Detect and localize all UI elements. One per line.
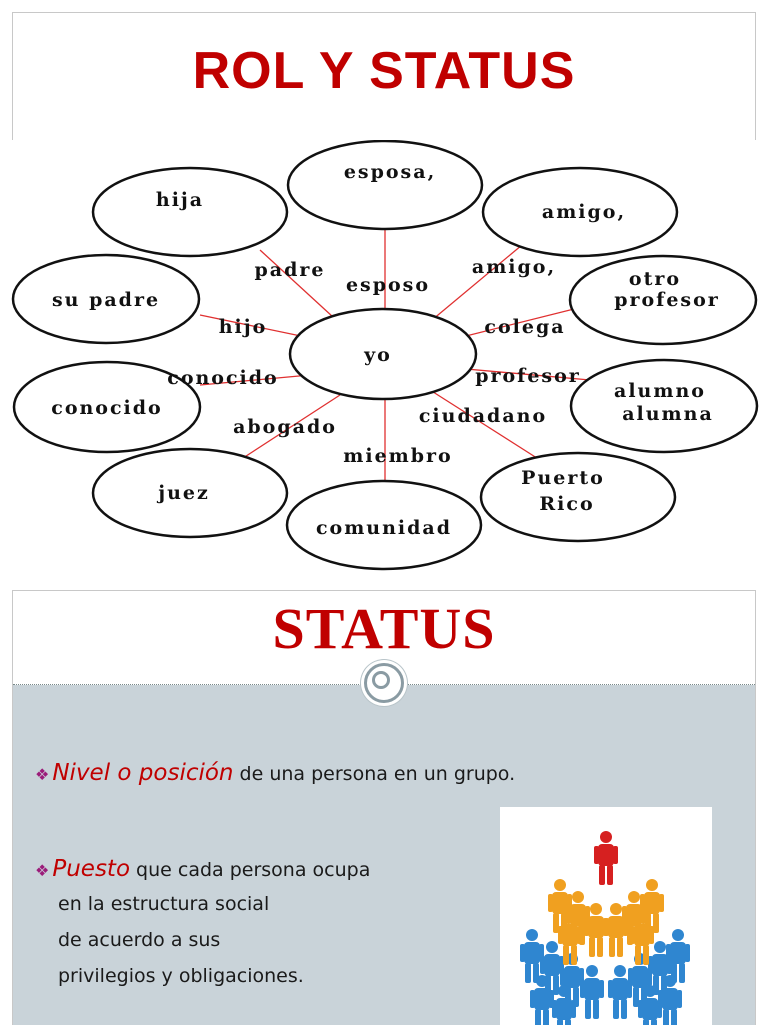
label-amigo: amigo,: [541, 201, 627, 223]
label-conocido: conocido: [51, 397, 163, 419]
bullet-continuation: de acuerdo a sus: [58, 929, 221, 951]
label-su-padre: su padre: [51, 289, 161, 311]
label-puerto: Puerto: [521, 467, 605, 489]
slide-status: [12, 590, 756, 1025]
diamond-bullet-icon: ❖: [35, 861, 50, 880]
label-yo: yo: [364, 344, 392, 366]
leader-figure: [594, 831, 618, 885]
label-hija: hija: [155, 189, 205, 211]
label-rico: Rico: [539, 493, 595, 515]
slide-rol-status: [12, 12, 756, 143]
bullet-emphasis: Puesto: [52, 856, 131, 882]
label-otro: otro: [628, 268, 682, 290]
edge-padre: padre: [254, 259, 326, 281]
node-hija: [93, 168, 287, 256]
bullet-emphasis: Nivel o posición: [52, 760, 234, 786]
label-juez: juez: [158, 482, 210, 504]
follower-figures-orange: [548, 879, 664, 965]
label-profesor: profesor: [614, 289, 720, 311]
bullet-text: que cada persona ocupa: [130, 859, 371, 881]
edge-colega: colega: [484, 316, 566, 338]
edge-ciudadano: ciudadano: [418, 405, 548, 427]
edge-esposo: esposo: [345, 274, 431, 296]
bullet-continuation: en la estructura social: [58, 893, 270, 915]
role-network-diagram: [0, 140, 768, 580]
label-alumna: alumna: [622, 403, 714, 425]
edge-conocido: conocido: [167, 367, 279, 389]
slide-title: STATUS: [272, 596, 496, 661]
edge-hijo: hijo: [218, 316, 268, 338]
bullet-puesto: [35, 851, 370, 889]
edge-profesor: profesor: [475, 365, 581, 387]
edge-abogado: abogado: [233, 416, 337, 438]
diamond-bullet-icon: ❖: [35, 765, 50, 784]
bullet-continuation: privilegios y obligaciones.: [58, 965, 304, 987]
follower-figures-blue: [520, 929, 690, 1025]
ring-icon: [364, 663, 404, 703]
slide-title: ROL Y STATUS: [192, 42, 576, 100]
label-alumno: alumno: [614, 380, 706, 402]
edge-amigo: amigo,: [471, 256, 557, 278]
node-esposa: [288, 141, 482, 229]
label-esposa: esposa,: [343, 161, 437, 183]
label-comunidad: comunidad: [315, 517, 453, 539]
people-hierarchy-image: [500, 807, 712, 1025]
edge-miembro: miembro: [343, 445, 453, 467]
bullet-text: de una persona en un grupo.: [233, 763, 516, 785]
bullet-nivel: [35, 755, 515, 793]
